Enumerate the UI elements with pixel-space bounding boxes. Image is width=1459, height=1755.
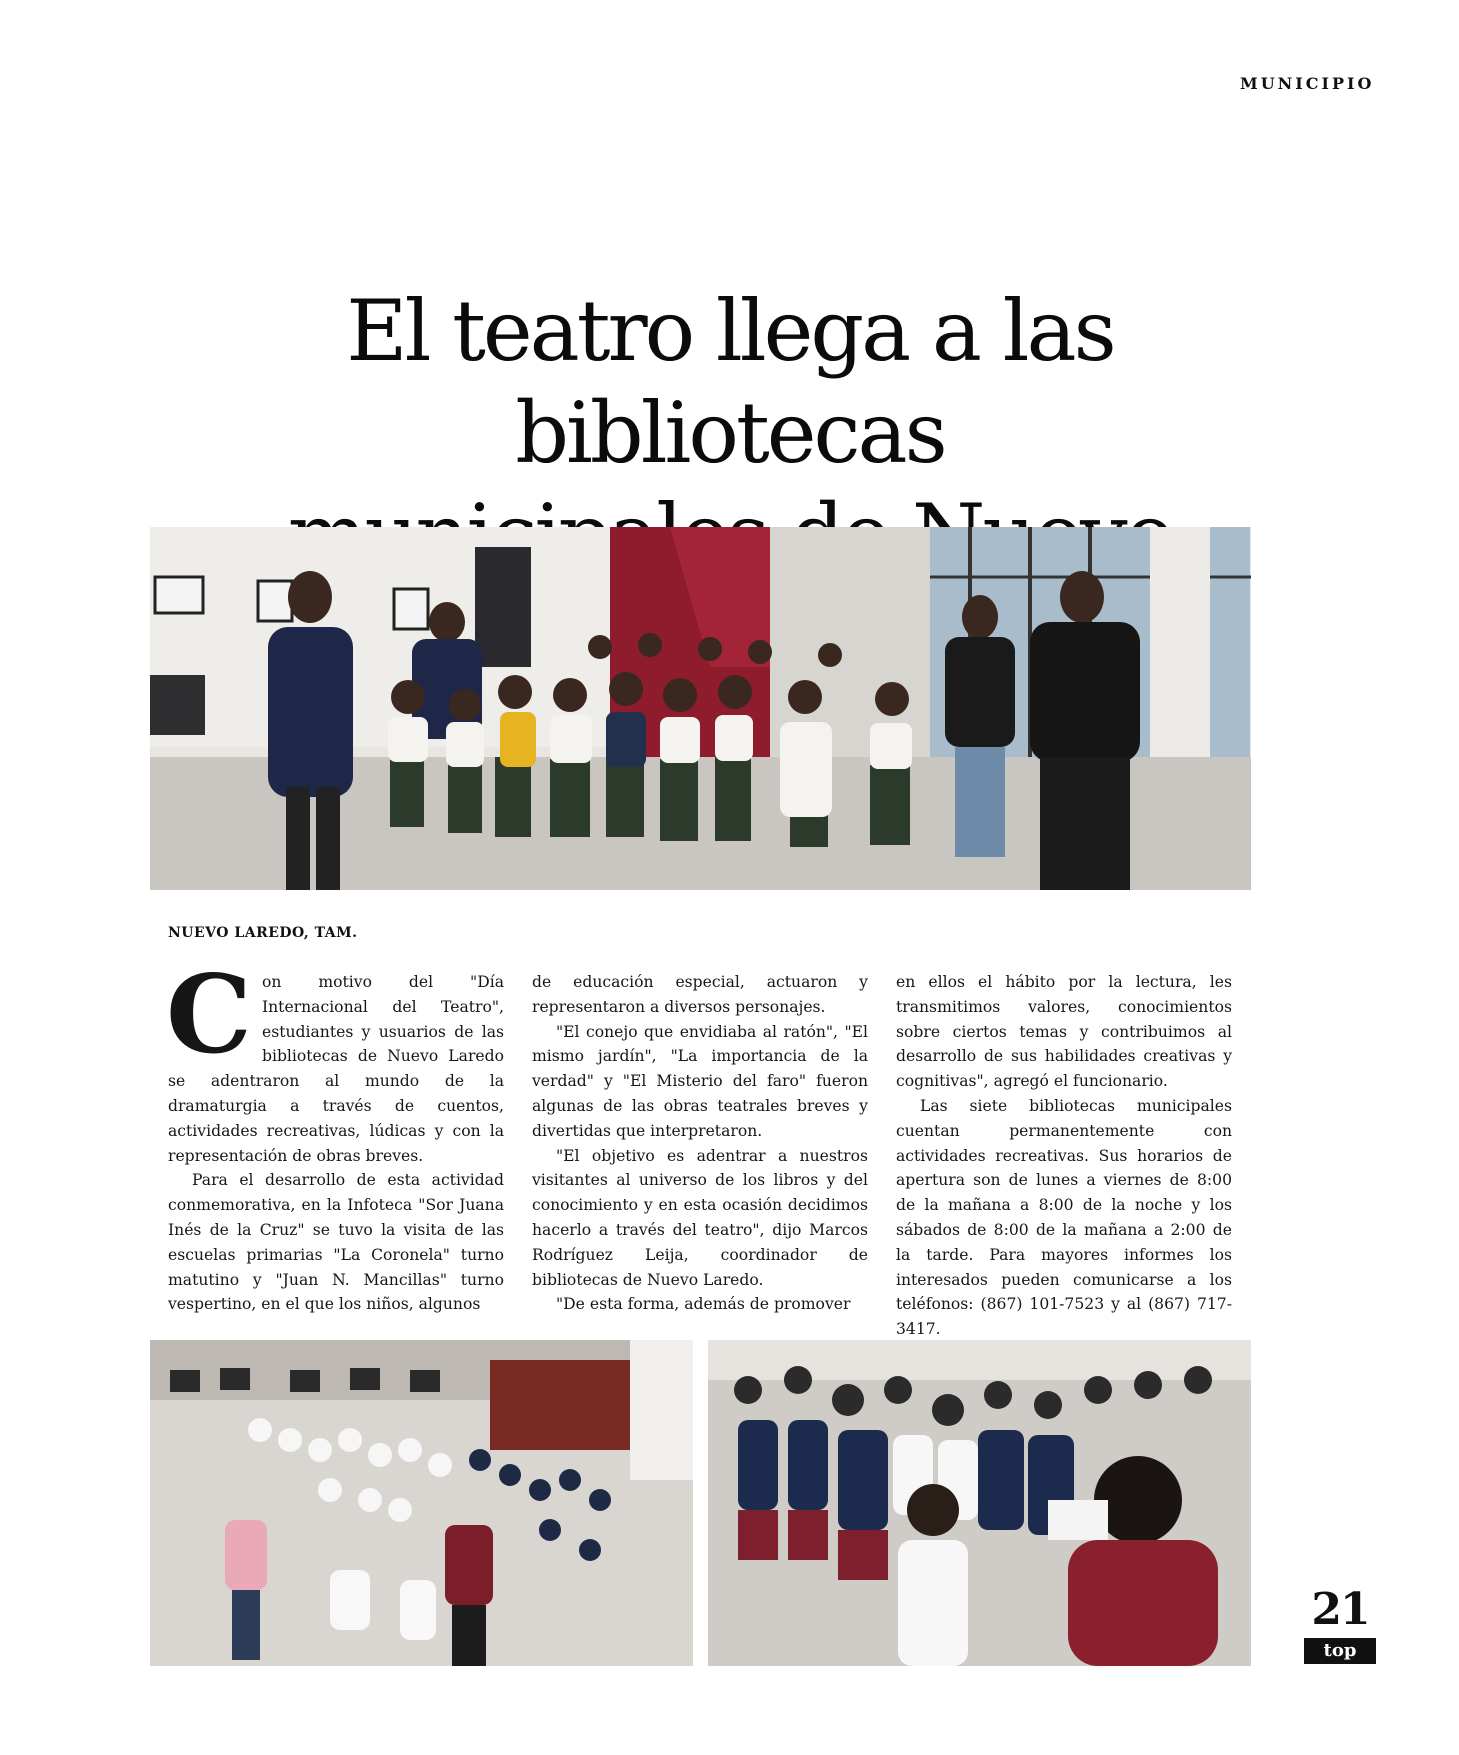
headline-line-1: El teatro llega a las bibliotecas: [346, 282, 1114, 482]
article-paragraph: Las siete bibliotecas municipales cuentan permanentemente con actividades recreativas. Sus horarios de apertura son de lunes a viernes de 8:00 de la mañana a 8:00 de la noche y los sábados de 8:00 de la mañana a 2:00 de la tarde. Para mayores informes los interesados pueden comunicarse a los teléfonos: (867) 101-7523 y al (867) 717-3417.: [896, 1096, 1232, 1339]
brand-logo: top: [1304, 1638, 1376, 1664]
bottom-left-photo: [150, 1340, 693, 1666]
article-column-1: [166, 952, 504, 1317]
article-paragraph: "El conejo que envidiaba al ratón", "El mismo jardín", "La importancia de la verdad" y "El Misterio del faro" fueron algunas de las obras teatrales breves y divertidas que interpretaron.: [532, 1022, 868, 1140]
article-column-2: [532, 970, 868, 1317]
dateline: NUEVO LAREDO, TAM.: [168, 925, 358, 941]
drop-cap: C: [166, 952, 252, 1078]
article-column-3: [896, 970, 1232, 1342]
article-paragraph: de educación especial, actuaron y representaron a diversos personajes.: [532, 973, 868, 1016]
article-paragraph: Para el desarrollo de esta actividad conmemorativa, en la Infoteca "Sor Juana Inés de la Cruz" se tuvo la visita de las escuelas primarias "La Coronela" turno matutino y "Juan N. Mancillas" turno vespertino, en el que los niños, algunos: [168, 1171, 504, 1314]
page-number: 21: [1311, 1584, 1369, 1635]
bottom-right-photo: [708, 1340, 1251, 1666]
article-paragraph: en ellos el hábito por la lectura, les transmitimos valores, conocimientos sobre ciertos temas y contribuimos al desarrollo de sus habilidades creativas y cognitivas", agregó el funcionario.: [896, 973, 1232, 1091]
article-paragraph: "De esta forma, además de promover: [556, 1295, 851, 1314]
main-photo: [150, 527, 1251, 890]
article-paragraph: "El objetivo es adentrar a nuestros visitantes al universo de los libros y del conocimiento y en esta ocasión decidimos hacerlo a través del teatro", dijo Marcos Rodríguez Leija, coordinador de bibliotecas de Nuevo Laredo.: [532, 1146, 868, 1289]
section-label: MUNICIPIO: [1240, 74, 1375, 93]
article-paragraph: on motivo del "Día Internacional del Teatro", estudiantes y usuarios de las bibliotecas de Nuevo Laredo se adentraron al mundo de la dramaturgia a través de cuentos, actividades recreativas, lúdicas y con la representación de obras breves.: [168, 973, 504, 1165]
